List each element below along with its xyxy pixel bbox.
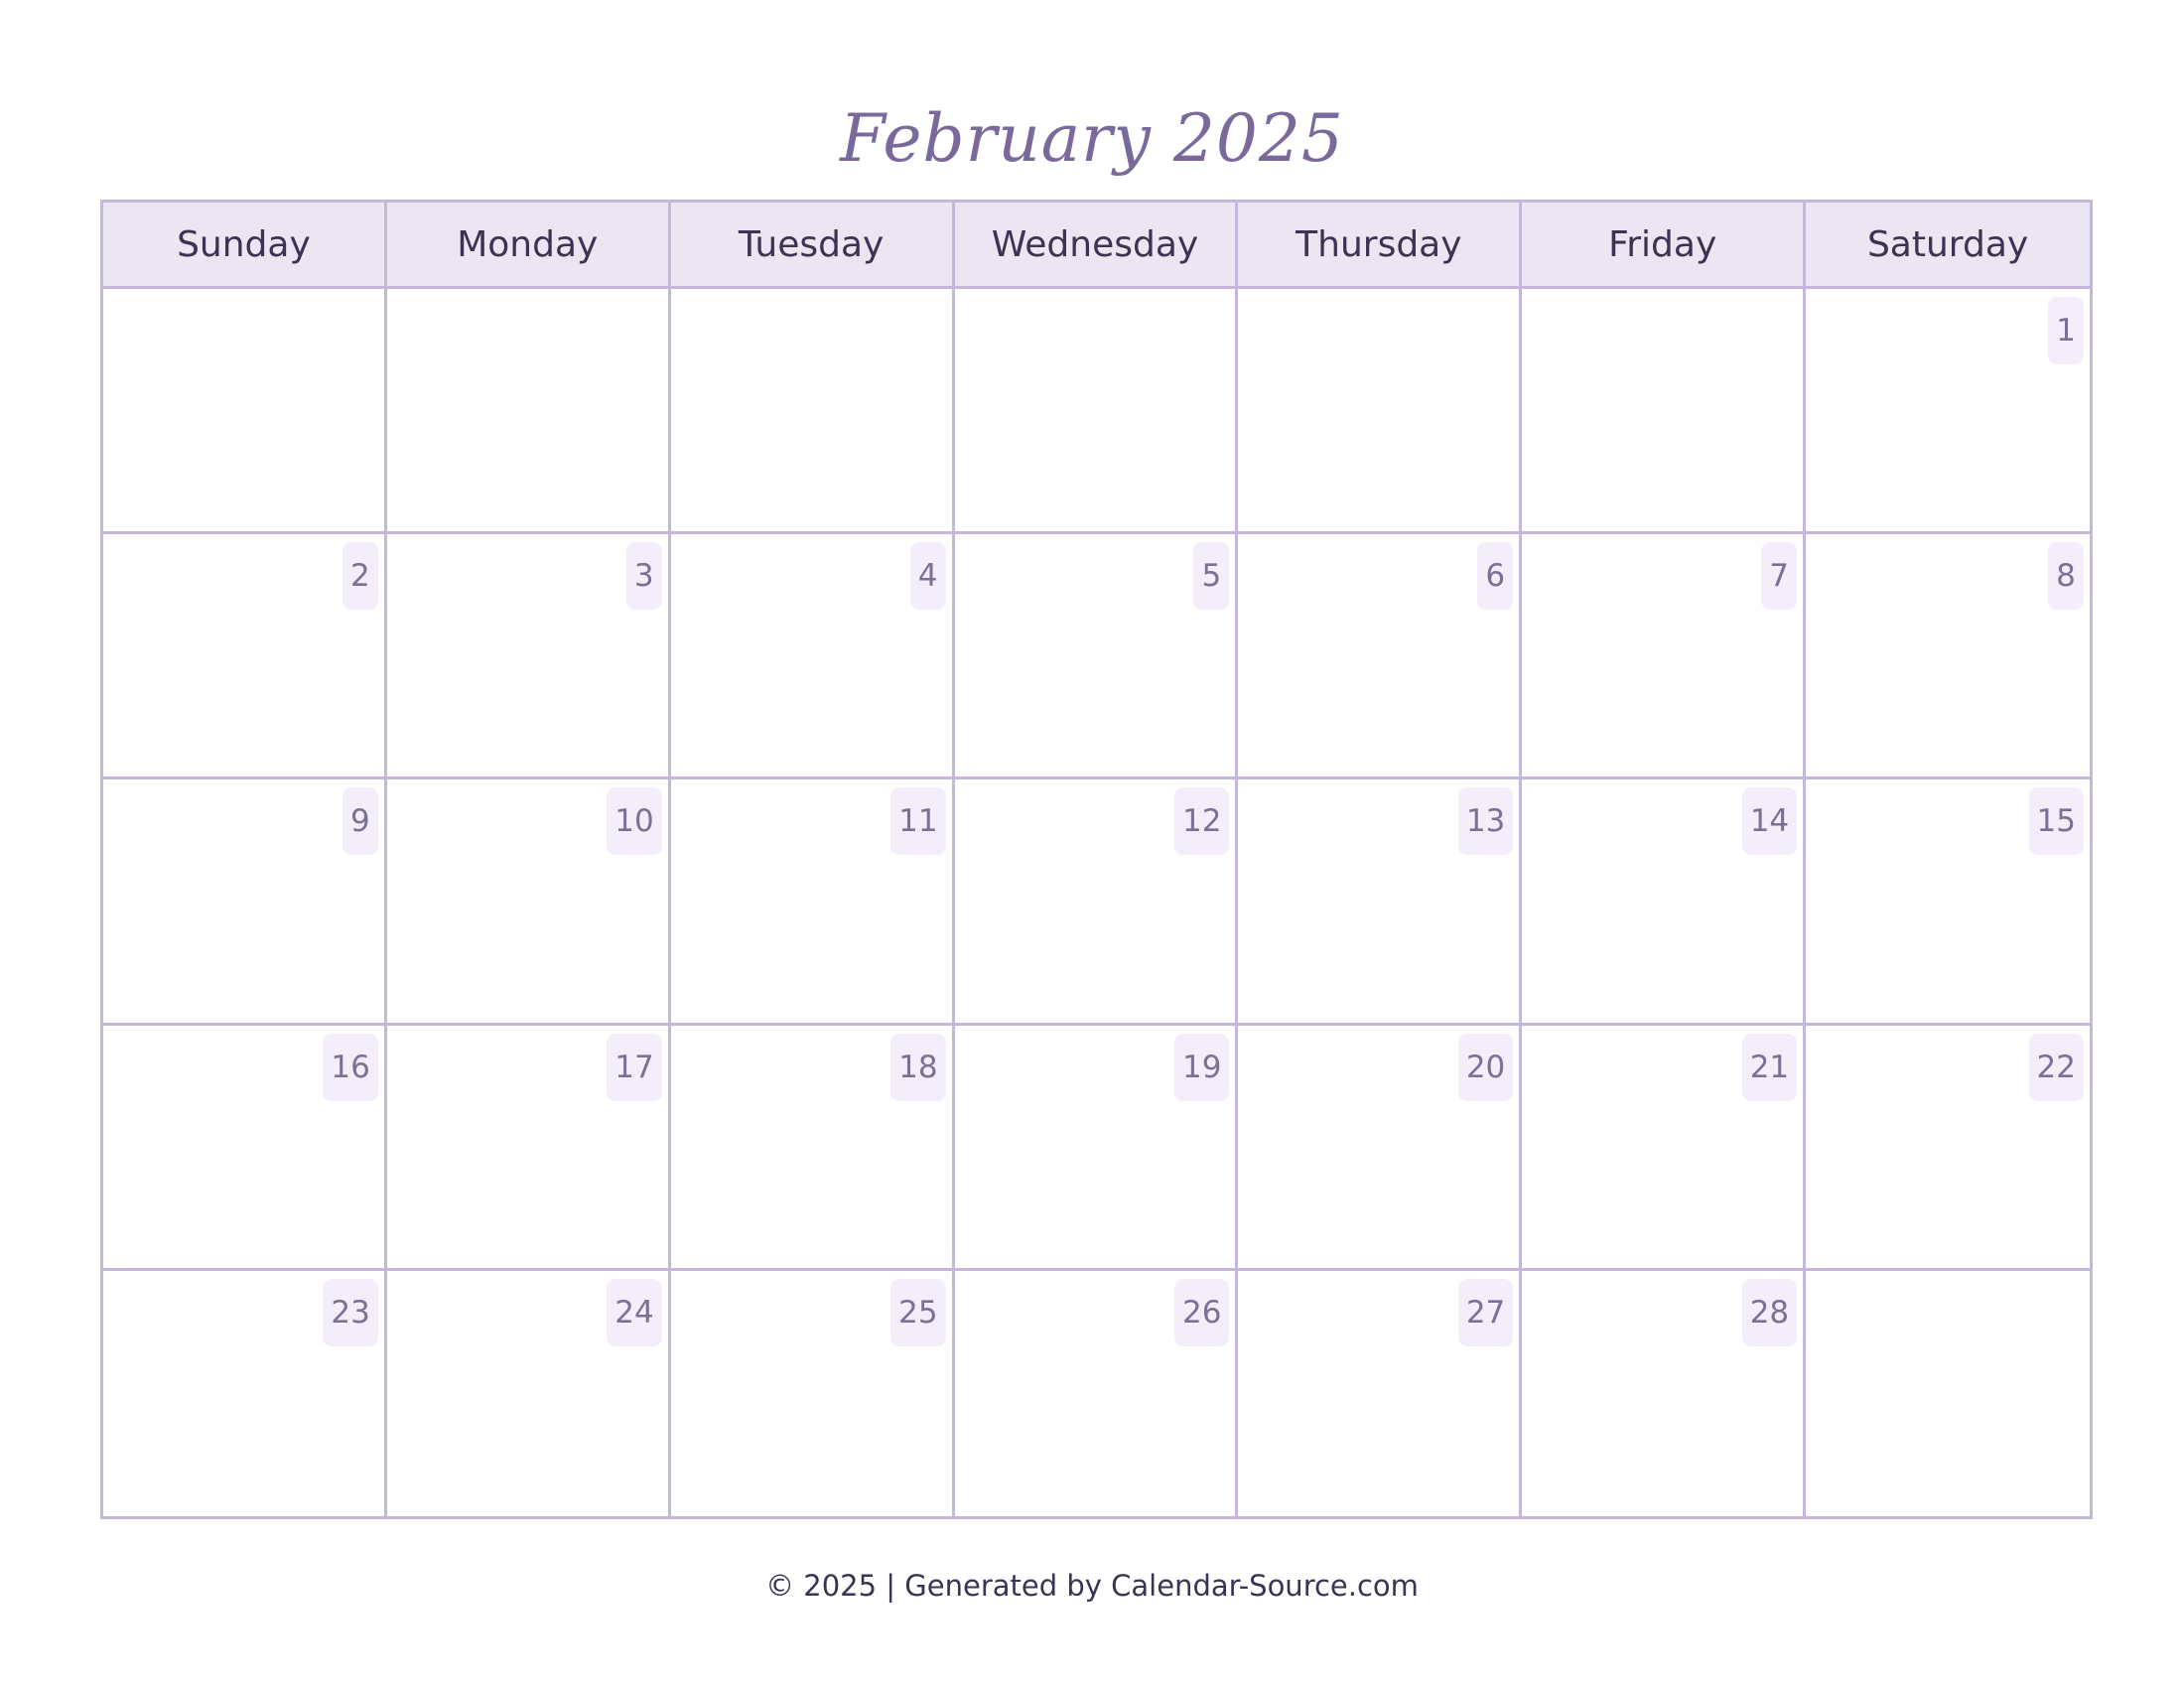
day-number: 17 [607,1034,661,1101]
day-number: 28 [1742,1279,1797,1346]
calendar-grid [100,200,2093,1519]
day-cell [387,534,671,779]
day-cell [1238,534,1522,779]
day-number: 7 [1761,542,1797,610]
weekday-header-wednesday: Wednesday [955,203,1239,289]
day-number: 16 [323,1034,377,1101]
weekday-header-tuesday: Tuesday [671,203,955,289]
day-cell [1806,779,2090,1025]
day-cell [387,289,671,534]
day-cell [1522,1026,1806,1271]
day-number: 3 [626,542,662,610]
day-number: 1 [2048,297,2084,364]
day-cell [671,534,955,779]
day-cell [955,1271,1239,1516]
day-number: 14 [1742,787,1797,855]
day-number: 2 [342,542,378,610]
day-cell [1806,1271,2090,1516]
weekday-header-monday: Monday [387,203,671,289]
day-cell [1522,534,1806,779]
day-cell [1238,779,1522,1025]
day-number: 13 [1458,787,1513,855]
day-number: 20 [1458,1034,1513,1101]
weekday-header-thursday: Thursday [1238,203,1522,289]
day-cell [1522,779,1806,1025]
day-cell [387,1271,671,1516]
day-cell [1806,1026,2090,1271]
day-number: 5 [1193,542,1229,610]
day-cell [103,1271,387,1516]
day-cell [955,534,1239,779]
calendar-title: February 2025 [840,100,1344,177]
day-cell [1806,534,2090,779]
day-cell [1238,1271,1522,1516]
day-number: 15 [2029,787,2084,855]
day-cell [1522,289,1806,534]
day-cell [387,779,671,1025]
day-cell [103,534,387,779]
day-number: 12 [1174,787,1229,855]
day-cell [103,779,387,1025]
day-cell [103,1026,387,1271]
weekday-header-saturday: Saturday [1806,203,2090,289]
day-cell [1238,1026,1522,1271]
day-number: 25 [890,1279,945,1346]
day-cell [671,289,955,534]
day-cell [955,1026,1239,1271]
day-cell [955,289,1239,534]
day-cell [671,1271,955,1516]
day-cell [1238,289,1522,534]
day-cell [671,779,955,1025]
day-number: 18 [890,1034,945,1101]
day-number: 10 [607,787,661,855]
day-number: 8 [2048,542,2084,610]
day-number: 6 [1477,542,1513,610]
day-cell [955,779,1239,1025]
day-number: 4 [910,542,946,610]
day-number: 21 [1742,1034,1797,1101]
day-cell [671,1026,955,1271]
day-number: 19 [1174,1034,1229,1101]
day-number: 9 [342,787,378,855]
weekday-header-sunday: Sunday [103,203,387,289]
day-number: 11 [890,787,945,855]
day-cell [1522,1271,1806,1516]
day-number: 22 [2029,1034,2084,1101]
weekday-header-friday: Friday [1522,203,1806,289]
day-number: 26 [1174,1279,1229,1346]
footer-credit: © 2025 | Generated by Calendar-Source.com [765,1569,1419,1603]
day-cell [103,289,387,534]
day-number: 27 [1458,1279,1513,1346]
day-cell [1806,289,2090,534]
day-cell [387,1026,671,1271]
day-number: 23 [323,1279,377,1346]
day-number: 24 [607,1279,661,1346]
